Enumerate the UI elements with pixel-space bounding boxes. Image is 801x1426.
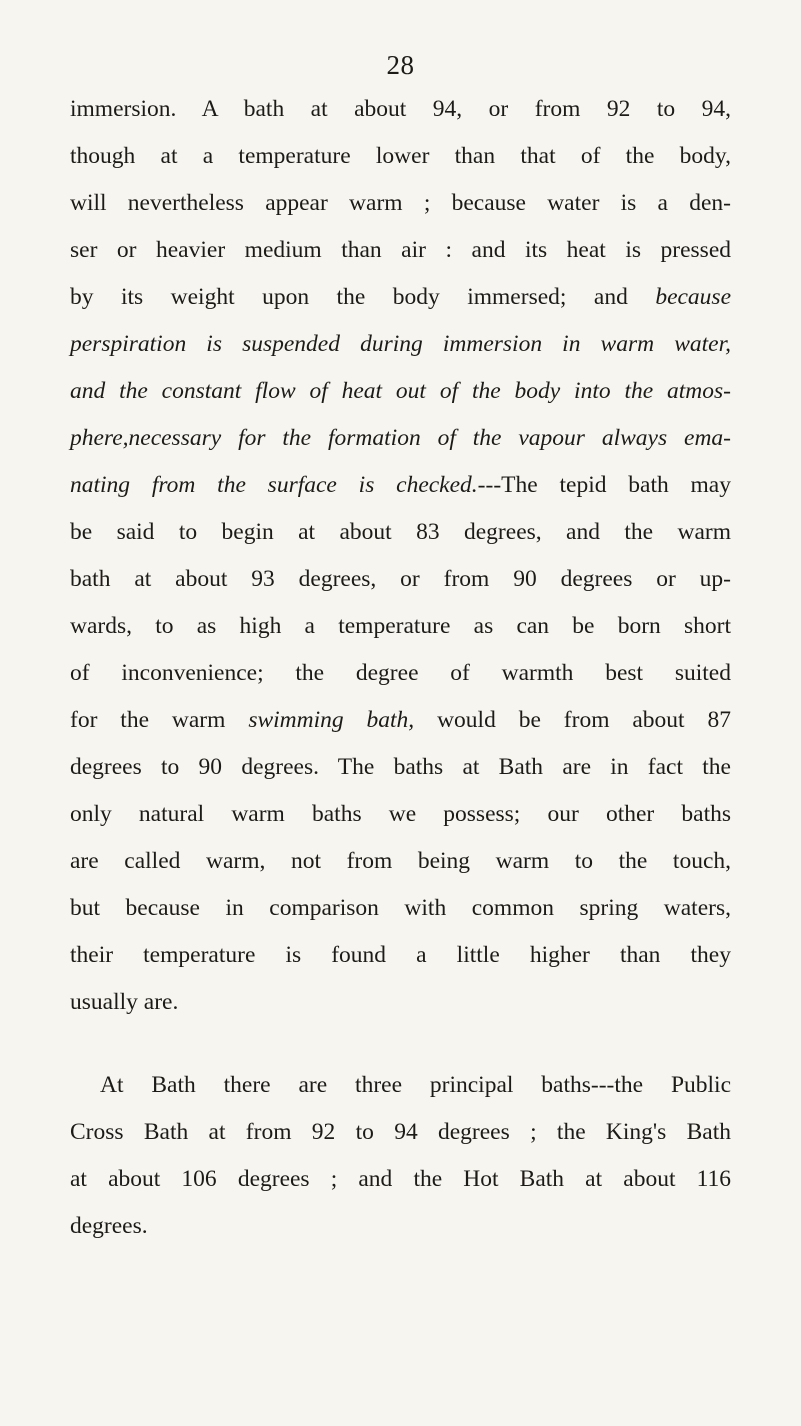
text-line: are called warm, not from being warm to the touch, [70,848,731,874]
text-line: Cross Bath at from 92 to 94 degrees ; the King's Bath [70,1119,731,1145]
italic-text: nating from the surface is checked. [70,472,478,498]
text-line: perspiration is suspended during immersion in warm water, [70,331,731,357]
text-line: by its weight upon the body immersed; and because [70,284,731,310]
text-line: wards, to as high a temperature as can be born short [70,613,731,639]
text-line: only natural warm baths we possess; our other baths [70,801,731,827]
text-line: phere,necessary for the formation of the vapour always ema- [70,425,731,451]
text-line: will nevertheless appear warm ; because water is a den- [70,190,731,216]
paragraph-1 [70,86,731,1026]
text-line: at about 106 degrees ; and the Hot Bath at about 116 [70,1166,731,1192]
page-number: 28 [386,50,415,80]
text-line: bath at about 93 degrees, or from 90 degrees or up- [70,566,731,592]
text-line: for the warm swimming bath, would be from about 87 [70,707,731,733]
text-line: be said to begin at about 83 degrees, and the warm [70,519,731,545]
text-line: At Bath there are three principal baths---the Public [100,1072,731,1098]
text-line: ser or heavier medium than air : and its heat is pressed [70,237,731,263]
text-line: of inconvenience; the degree of warmth best suited [70,660,731,686]
italic-text: swimming bath, [248,707,415,733]
text-line: degrees. [70,1213,148,1239]
text-line: usually are. [70,989,179,1015]
text-line: though at a temperature lower than that of the body, [70,143,731,169]
text-line: but because in comparison with common spring waters, [70,895,731,921]
italic-text: because [655,284,731,310]
text-line: their temperature is found a little higher than they [70,942,731,968]
text-line: immersion. A bath at about 94, or from 92 to 94, [70,96,731,122]
text-line: degrees to 90 degrees. The baths at Bath are in fact the [70,754,731,780]
text-line: nating from the surface is checked.---The tepid bath may [70,472,731,498]
paragraph-2 [70,1062,731,1250]
text-line: and the constant flow of heat out of the body into the atmos- [70,378,731,404]
